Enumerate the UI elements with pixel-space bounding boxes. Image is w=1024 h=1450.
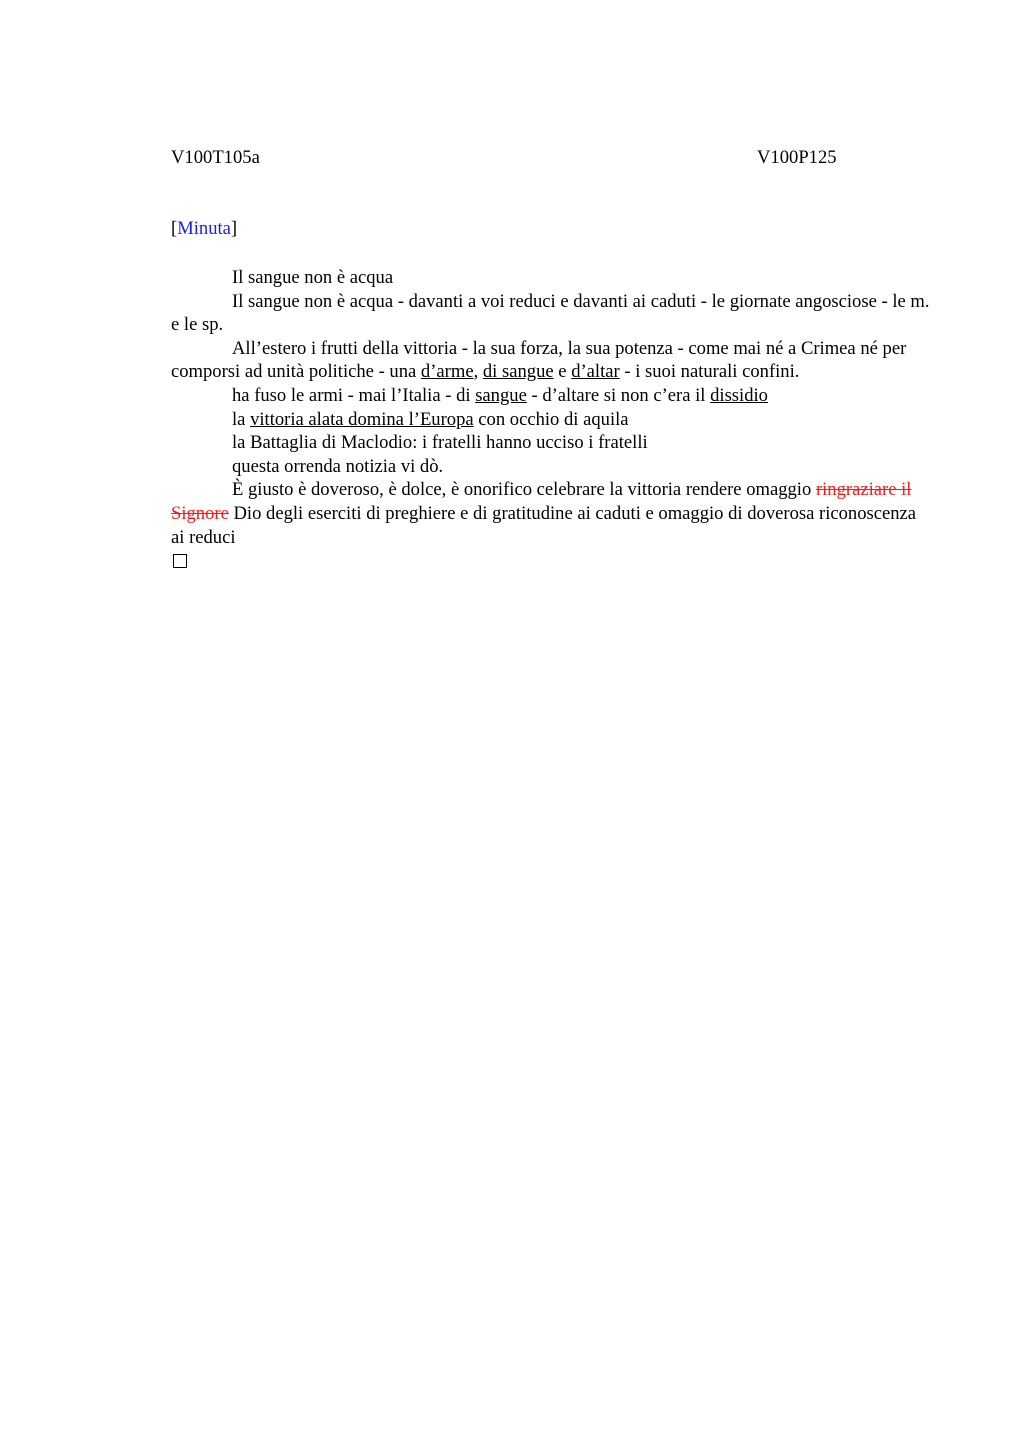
label-text: Minuta bbox=[177, 218, 231, 239]
end-marker-box-icon bbox=[173, 554, 187, 568]
label-close-bracket: ] bbox=[230, 218, 238, 239]
paragraph-3 bbox=[171, 337, 931, 384]
underlined-text: sangue bbox=[475, 384, 527, 406]
underlined-text: dissidio bbox=[710, 384, 768, 406]
document-code-right: V100P125 bbox=[757, 147, 837, 168]
struck-through-text: ringraziare il Signore bbox=[171, 479, 912, 524]
text-run: - i suoi naturali confini. bbox=[619, 361, 800, 383]
underlined-text: d’altar bbox=[571, 361, 620, 383]
text-run: con occhio di aquila bbox=[473, 408, 629, 430]
paragraph-6: la Battaglia di Maclodio: i fratelli hanno ucciso i fratelli bbox=[232, 432, 648, 454]
paragraph-2: Il sangue non è acqua - davanti a voi reduci e davanti ai caduti - le giornate angosciose - le m. e le sp. bbox=[171, 290, 930, 336]
text-run: e bbox=[553, 361, 572, 383]
paragraph-4 bbox=[171, 384, 931, 408]
underlined-text: di sangue bbox=[482, 361, 554, 383]
text-run: All’estero i frutti della vittoria - la sua forza, la sua potenza - come mai né a Crimea né per comporsi ad unità politiche - una bbox=[171, 337, 907, 383]
text-run: - d’altare si non c’era il bbox=[526, 384, 711, 406]
document-body bbox=[171, 266, 931, 568]
underlined-text: d’arme bbox=[420, 361, 474, 383]
paragraph-title-line: Il sangue non è acqua bbox=[232, 267, 394, 288]
draft-label bbox=[171, 218, 237, 240]
paragraph-7: questa orrenda notizia vi dò. bbox=[232, 455, 444, 477]
text-run: Dio degli eserciti di preghiere e di gratitudine ai caduti e omaggio di doverosa riconoscenza ai reduci bbox=[171, 502, 917, 548]
text-run: ha fuso le armi - mai l’Italia - di bbox=[232, 384, 476, 406]
text-run: È giusto è doveroso, è dolce, è onorifico celebrare la vittoria rendere omaggio bbox=[232, 479, 816, 501]
text-run: , bbox=[473, 361, 483, 383]
text-run: la bbox=[232, 408, 251, 430]
label-open-bracket: [ bbox=[171, 218, 178, 239]
paragraph-5 bbox=[171, 408, 931, 432]
document-code-left: V100T105a bbox=[171, 147, 260, 168]
paragraph-8 bbox=[171, 478, 931, 549]
underlined-text: vittoria alata domina l’Europa bbox=[250, 408, 474, 430]
